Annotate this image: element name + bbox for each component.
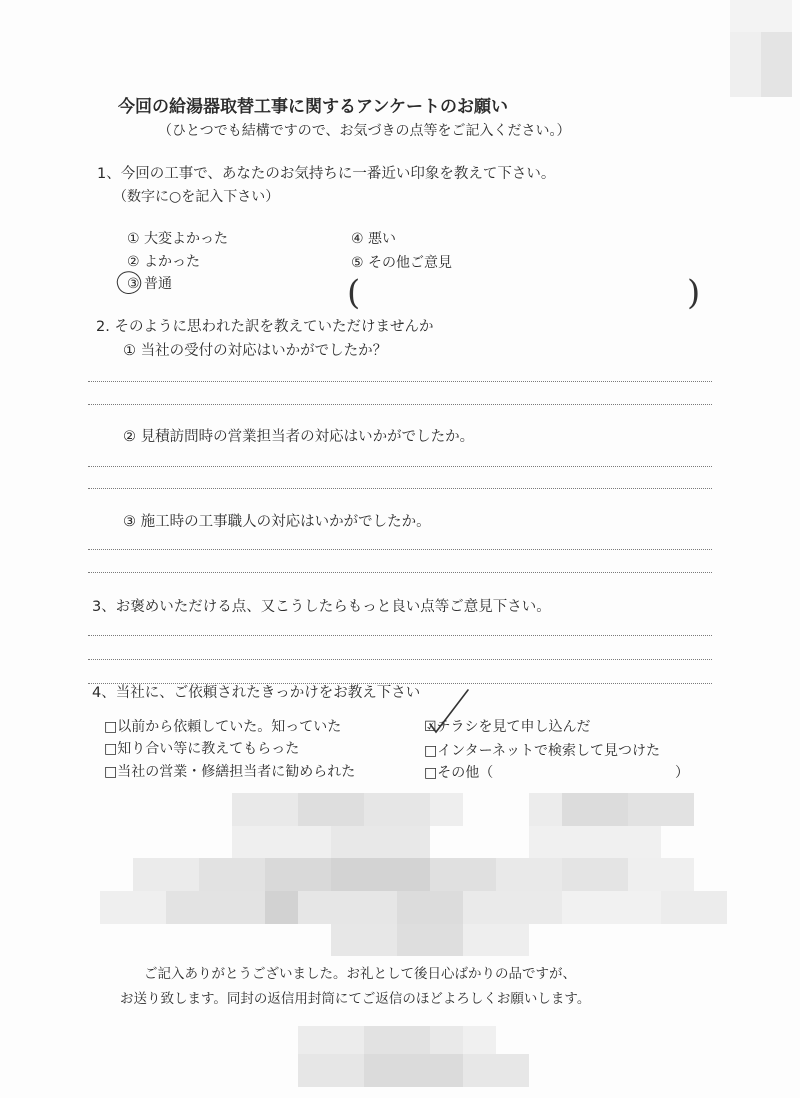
q2-sub3: ③ 施工時の工事職人の対応はいかがでしたか。 — [123, 514, 431, 530]
closing-line-2: お送り致します。同封の返信用封筒にてご返信のほどよろしくお願いします。 — [120, 991, 591, 1007]
answer-line[interactable] — [88, 683, 712, 684]
q3-question: 3、お褒めいただける点、又こうしたらもっと良い点等ご意見下さい。 — [92, 599, 551, 615]
q1-question: 1、今回の工事で、あなたのお気持ちに一番近い印象を教えて下さい。 — [97, 166, 556, 182]
q4-option-sales-staff[interactable]: □当社の営業・修繕担当者に勧められた — [104, 764, 356, 780]
closing-line-1: ご記入ありがとうございました。お礼として後日心ばかりの品ですが、 — [144, 966, 576, 982]
hand-check-icon — [424, 686, 472, 736]
q4-other-close-paren: ） — [675, 765, 689, 781]
q2-sub2: ② 見積訪問時の営業担当者の対応はいかがでしたか。 — [123, 429, 475, 445]
q2-question: 2. そのように思われた訳を教えていただけませんか — [96, 319, 434, 335]
answer-line[interactable] — [88, 635, 712, 636]
q4-option-internet[interactable]: □インターネットで検索して見つけた — [424, 743, 660, 759]
answer-line[interactable] — [88, 404, 712, 405]
q1-option-4[interactable]: ④ 悪い — [351, 231, 397, 247]
q1-option-1[interactable]: ① 大変よかった — [127, 231, 229, 247]
answer-line[interactable] — [88, 466, 712, 467]
q1-instruction: （数字に○を記入下さい） — [113, 189, 280, 205]
q1-other-close-bracket: ) — [687, 273, 701, 313]
answer-line[interactable] — [88, 549, 712, 550]
q4-option-flyer[interactable]: ☑チラシを見て申し込んだ — [424, 719, 591, 735]
q1-option-2[interactable]: ② よかった — [127, 254, 201, 270]
q1-option-3[interactable]: ③ 普通 — [127, 276, 173, 292]
survey-subtitle: （ひとつでも結構ですので、お気づきの点等をご記入ください。） — [158, 123, 571, 139]
survey-title: 今回の給湯器取替工事に関するアンケートのお願い — [118, 97, 508, 117]
hand-circle-mark — [114, 268, 144, 297]
answer-line[interactable] — [88, 572, 712, 573]
answer-line[interactable] — [88, 488, 712, 489]
q4-option-other[interactable]: □その他（ — [424, 765, 494, 781]
q4-option-referral-past[interactable]: □以前から依頼していた。知っていた — [104, 719, 342, 735]
q1-option-5[interactable]: ⑤ その他ご意見 — [351, 255, 453, 271]
q1-other-open-bracket: ( — [347, 273, 361, 313]
q2-sub1: ① 当社の受付の対応はいかがでしたか？ — [123, 343, 388, 359]
answer-line[interactable] — [88, 659, 712, 660]
answer-line[interactable] — [88, 381, 712, 382]
q4-question: 4、当社に、ご依頼されたきっかけをお教え下さい — [92, 685, 421, 701]
q4-option-acquaintance[interactable]: □知り合い等に教えてもらった — [104, 741, 300, 757]
